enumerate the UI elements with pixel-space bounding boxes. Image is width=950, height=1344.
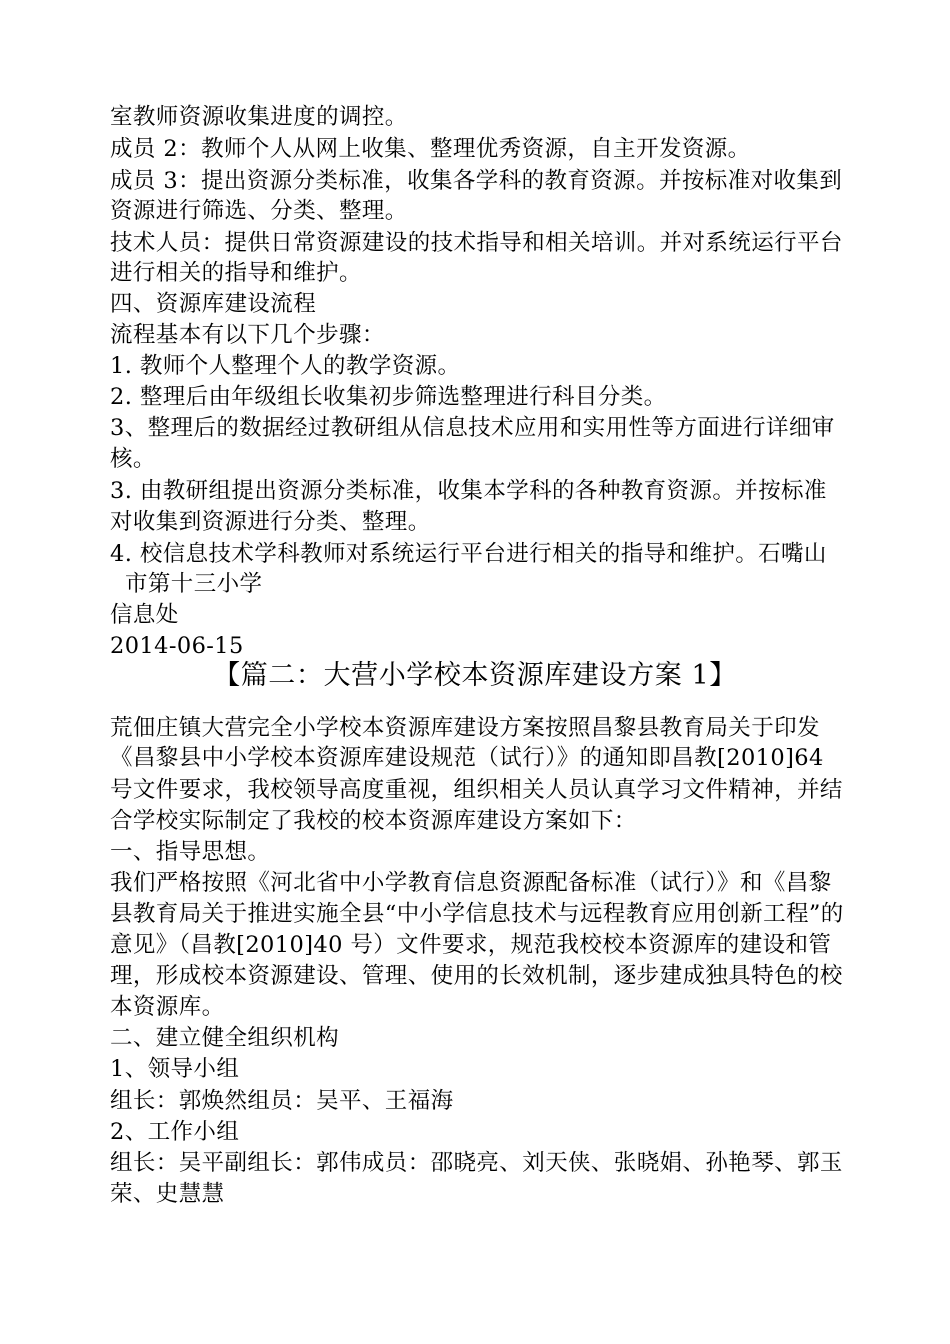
date-line: 2014-06-15 <box>110 633 244 659</box>
text-line: 组长：郭焕然组员：吴平、王福海 <box>110 1088 454 1114</box>
section-title: 【篇二：大营小学校本资源库建设方案 1】 <box>213 660 737 691</box>
text-line: 我们严格按照《河北省中小学教育信息资源配备标准（试行）》和《昌黎 <box>110 870 832 896</box>
text-line: 对收集到资源进行分类、整理。 <box>110 509 431 535</box>
text-line: 成员 3：提出资源分类标准，收集各学科的教育资源。并按标准对收集到 <box>110 168 843 194</box>
heading: 1、领导小组 <box>110 1056 240 1082</box>
heading: 一、指导思想。 <box>110 839 271 865</box>
text-line: 荣、史慧慧 <box>110 1181 225 1207</box>
list-item: 3、整理后的数据经过教研组从信息技术应用和实用性等方面进行详细审 <box>110 415 835 441</box>
text-line: 组长：吴平副组长：郭伟成员：邵晓亮、刘天侠、张晓娟、孙艳琴、郭玉 <box>110 1150 843 1176</box>
text-line: 意见》（昌教[2010]40 号）文件要求，规范我校校本资源库的建设和管 <box>110 932 832 958</box>
text-line: 荒佃庄镇大营完全小学校本资源库建设方案按照昌黎县教育局关于印发 <box>110 715 820 741</box>
text-line: 室教师资源收集进度的调控。 <box>110 104 408 130</box>
text-line: 资源进行筛选、分类、整理。 <box>110 198 408 224</box>
heading: 2、工作小组 <box>110 1119 240 1145</box>
text-line: 理，形成校本资源建设、管理、使用的长效机制，逐步建成独具特色的校 <box>110 963 843 989</box>
text-line: 进行相关的指导和维护。 <box>110 260 362 286</box>
text-line: 本资源库。 <box>110 994 225 1020</box>
text-line: 县教育局关于推进实施全县“中小学信息技术与远程教育应用创新工程”的 <box>110 901 844 927</box>
text-line: 核。 <box>110 446 156 472</box>
text-line: 信息处 <box>110 602 179 628</box>
text-line: 四、资源库建设流程 <box>110 291 317 317</box>
list-item: 3. 由教研组提出资源分类标准，收集本学科的各种教育资源。并按标准 <box>110 478 827 504</box>
list-item: 2. 整理后由年级组长收集初步筛选整理进行科目分类。 <box>110 384 667 410</box>
text-line: 成员 2：教师个人从网上收集、整理优秀资源，自主开发资源。 <box>110 136 751 162</box>
text-line: 合学校实际制定了我校的校本资源库建设方案如下： <box>110 808 637 834</box>
heading: 二、建立健全组织机构 <box>110 1025 340 1051</box>
text-line: 《昌黎县中小学校本资源库建设规范（试行）》的通知即昌教[2010]64 <box>110 745 824 771</box>
text-line: 技术人员：提供日常资源建设的技术指导和相关培训。并对系统运行平台 <box>110 230 843 256</box>
list-item: 4. 校信息技术学科教师对系统运行平台进行相关的指导和维护。石嘴山 <box>110 541 827 567</box>
list-item: 1. 教师个人整理个人的教学资源。 <box>110 353 461 379</box>
text-line: 流程基本有以下几个步骤： <box>110 322 385 348</box>
text-line: 号文件要求，我校领导高度重视，组织相关人员认真学习文件精神，并结 <box>110 777 843 803</box>
text-line: 市第十三小学 <box>125 571 263 597</box>
